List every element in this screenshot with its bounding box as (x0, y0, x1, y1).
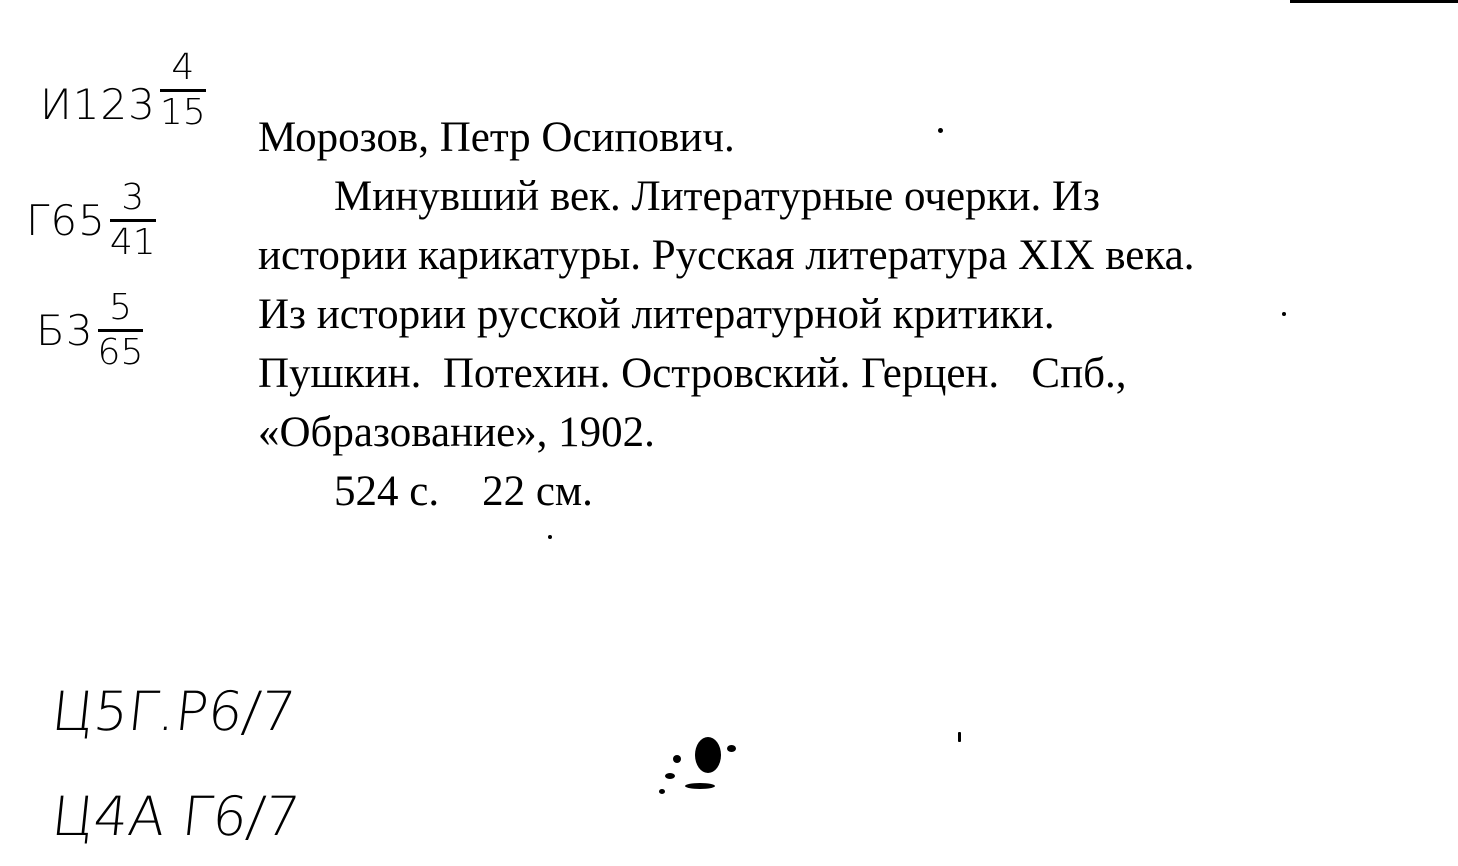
location-mark-2: Ц4А Г6/7 (48, 785, 303, 848)
shelf-mark-fraction (159, 47, 206, 133)
shelf-mark-code: И123 (40, 79, 156, 129)
card-edge-line (1290, 0, 1458, 3)
fraction-numerator: 4 (171, 47, 195, 88)
ink-stain (655, 725, 755, 805)
title-line: Пушкин. Потехин. Островский. Герцен. Спб., (258, 350, 1127, 397)
shelf-mark-fraction (109, 177, 156, 263)
shelf-mark-code: Г65 (26, 195, 106, 245)
title-line: Из истории русской литературной критики. (258, 291, 1055, 338)
shelf-mark-2 (26, 177, 156, 263)
fraction-numerator: 5 (109, 287, 132, 328)
fraction-denominator: 15 (159, 92, 206, 133)
fraction-denominator: 41 (109, 222, 156, 263)
author-heading: Морозов, Петр Осипович. (258, 114, 735, 161)
shelf-mark-fraction (97, 287, 144, 373)
collation-line: 524 с. 22 см. (334, 468, 593, 515)
shelf-mark-3 (36, 287, 144, 373)
title-line: Минувший век. Литературные очерки. Из (334, 173, 1101, 220)
title-line: истории карикатуры. Русская литература XIX века. (258, 232, 1195, 279)
speck (938, 128, 943, 133)
shelf-mark-code: Б3 (36, 305, 94, 355)
speck (548, 535, 552, 539)
location-mark-1: Ц5Г.Р6/7 (48, 680, 299, 743)
imprint-line: «Образование», 1902. (258, 409, 655, 456)
bibliographic-entry (258, 108, 1398, 521)
speck (1282, 312, 1286, 316)
speck (958, 732, 961, 742)
fraction-numerator: 3 (121, 177, 145, 218)
shelf-mark-1 (40, 47, 206, 133)
fraction-denominator: 65 (97, 332, 144, 373)
